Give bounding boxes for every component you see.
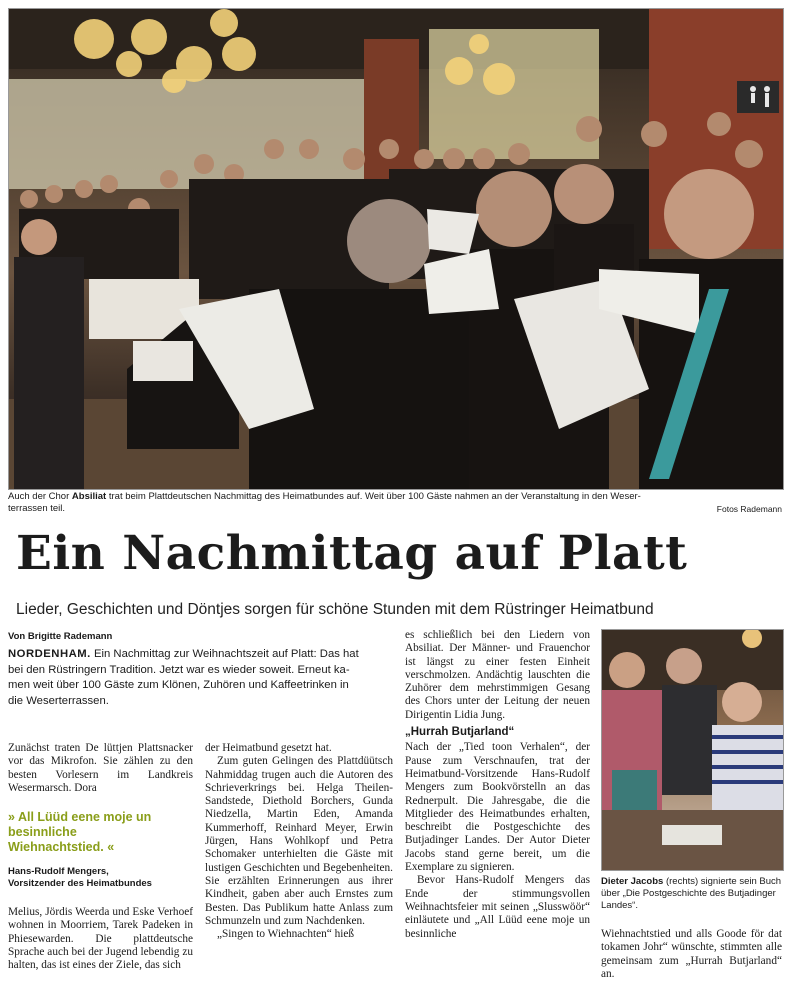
subheadline: Lieder, Geschichten und Döntjes sorgen für schöne Stunden mit dem Rüstringer Heimatbund (16, 601, 654, 618)
paragraph: Nach der „Tied toon Verhalen“, der Pause zum Verschnaufen, trat der Heimatbund-Vorsitzende Hans-Rudolf Mengers zum Bookvörstelln an das Rednerpult. Die Jahresgabe, die die Mitglieder des Heimatbundes erhalten, beschreibt die Postgeschichte des Butjadinger Landes. Der Autor Dieter Jacobs stand gerne bereit, um die Exemplare zu signieren. (405, 741, 590, 874)
signing-photo-illustration (602, 630, 783, 870)
photo-caption-line2: terrassen teil. Fotos Rademann (8, 503, 782, 514)
paragraph: Zunächst traten De lüttjen Plattsnacker vor das Mikrofon. Sie zählen zu den besten Vorlesern im Landkreis Wesermarsch. Dora (8, 742, 193, 794)
paragraph: Melius, Jördis Weerda und Eske Verhoef wohnen in Moorriem, Tarek Padeken in Phiesewarden. Die plattdeutsche Sprache auch bei der Jugend lebendig zu halten, das ist eines der Ziele, das sich (8, 906, 193, 972)
paragraph: der Heimatbund gesetzt hat. (205, 742, 332, 754)
choir-photo-illustration (9, 9, 783, 489)
lead-paragraph: NORDENHAM. Ein Nachmittag zur Weihnachtszeit auf Platt: Das hat bei den Rüstringern Tradition. Jetzt war es wieder soweit. Erneut ka- men weit über 100 Gäste zum Klönen, Zuhören und Kaffeetrinken in die Weserterrassen. (8, 648, 359, 707)
section-subhead: „Hurrah Butjarland“ (405, 726, 515, 739)
column-1-bottom (8, 906, 193, 972)
photo-caption-line1: Auch der Chor Absiliat trat beim Plattdeutschen Nachmittag des Heimatbundes auf. Weit über 100 Gäste nahmen an der Veranstaltung in den Weser- (8, 491, 641, 502)
column-1-top (8, 742, 193, 795)
photo-credit: Fotos Rademann (716, 504, 782, 514)
choir-photo (8, 8, 784, 490)
paragraph: „Singen to Wiehnachten“ hieß (217, 928, 355, 941)
author-name: Dieter Jacobs (601, 876, 664, 887)
photo-caption (8, 491, 782, 515)
signing-photo (601, 629, 784, 871)
paragraph: Zum guten Gelingen des Plattdüütsch Nahmiddag trugen auch die Autoren des Schrieverkrings bei. Helga Theilen-Sandstede, Diethold Borchers, Gunda Niedzella, Martin Eden, Amanda Kummerhoff, Reinhard Meyer, Erwin Jürgen, Hans Wohlkopf und Petra Schomaker unterhielten die Gäste mit lustigen Geschichten und Begebenheiten. Sie erzählten Erinnerungen aus ihrer Kindheit, gaben aber auch Ernstes zum Besten. Das Publikum hatte Anlass zum Schmunzeln und zum Nachdenken. (205, 755, 393, 927)
signing-photo-caption: Dieter Jacobs (rechts) signierte sein Buch über „Die Postgeschichte des Butjadinger Landes“. (601, 876, 782, 911)
column-4 (601, 928, 782, 981)
paragraph: es schließlich bei den Liedern von Absiliat. Der Männer- und Frauenchor ist längst zu einer festen Einheit verschmolzen. Andächtig lauschten die Zuhörer dem mehrstimmigen Gesang des Chors unter der Leitung der neuen Dirigentin Lidia Jung. (405, 629, 590, 721)
column-3 (405, 629, 590, 941)
pull-quote-source: Hans-Rudolf Mengers, Vorsitzender des Heimatbundes (8, 866, 152, 889)
choir-name: Absiliat (71, 491, 107, 502)
headline: Ein Nachmittag auf Platt (16, 526, 688, 581)
pull-quote: » All Lüüd eene moje un besinnliche Wiehnachtstied. « (8, 810, 152, 854)
paragraph: Wiehnachtstied und alls Goode för dat tokamen Johr“ wünschte, stimmten alle gemeinsam zum „Hurrah Butjarland“ an. (601, 928, 782, 980)
paragraph: Bevor Hans-Rudolf Mengers das Ende der stimmungsvollen Weihnachtsfeier mit seinen „Slusswöör“ einläutete und „All Lüüd eene moje un besinnliche (405, 874, 590, 940)
column-2 (205, 742, 393, 941)
dateline: NORDENHAM. (8, 648, 91, 660)
author-byline: Von Brigitte Rademann (8, 631, 113, 642)
